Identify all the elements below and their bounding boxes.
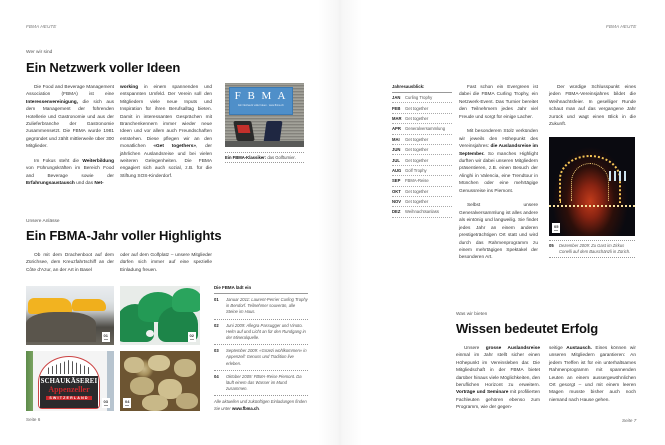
highlight-number: 01 — [214, 297, 219, 302]
highlight-text: Januar 2011: Laurent-Perrier Curling Trophy in Bendorf. Teilnehmer souverän, alle Steine im Haus. — [226, 297, 308, 315]
timeline-month: FEB — [392, 105, 401, 111]
sign-text-appenzeller: Appenzeller — [48, 385, 90, 394]
running-head-left: FBMA HEUTE — [26, 24, 57, 29]
timeline-event: Get together — [405, 199, 429, 205]
timeline-event: FBMA-Reise — [405, 178, 429, 184]
highlight-text: Juni 2009: Allegra Passugger und Vinoto. Helm auf und Licht an für den Rundgang in der Mineralquelle. — [226, 322, 306, 341]
section-kicker: Wer wir sind — [26, 50, 53, 55]
intro-column-1: Ob mit dem Drachenboot auf dem Zürichsee, dem Kreuzfahrtschiff an der Côte d'Azur, an der Art in Basel — [26, 253, 114, 273]
photo-05-caption — [549, 243, 637, 255]
footer-text: Alle aktuellen und zukünftigen Einladungen finden Sie unter — [214, 399, 307, 411]
golf-photo — [225, 83, 304, 147]
highlight-text: September 2009: «Grüezi wohlkommen» in Appenzell: Genuss und Tradition live erleben. — [226, 348, 307, 366]
highlight-number: 02 — [214, 322, 219, 328]
timeline-month: MAR — [392, 115, 402, 121]
caption-rule — [225, 162, 304, 163]
timeline-row — [392, 197, 452, 207]
cheese-bundle — [130, 377, 154, 395]
highlights-footer — [214, 396, 308, 411]
banner-subtext: Ein Netzwerk voller Ideen · www.fbma.ch — [238, 104, 284, 107]
timeline-row — [392, 124, 452, 134]
timeline-month: AUG — [392, 167, 402, 173]
highlight-item — [214, 320, 308, 346]
caption-text: Dezember 2009: Zu Gast im Zirkus Conelli auf dem Bauschänzli in Zürich. — [559, 243, 631, 254]
highlight-item — [214, 371, 308, 397]
section-title: Wissen bedeutet Erfolg — [456, 321, 599, 336]
golf-bag-blue — [263, 121, 282, 143]
photo-02-green-helmets — [120, 286, 200, 345]
photo-04-cheese-bundles — [120, 351, 200, 411]
highlight-number: 04 — [214, 373, 219, 379]
body-column-right-2: Der würdige Schlusspunkt eines jeden FBMA-Vereinsjahres bildet die Weihnachtsfeier. In geselliger Runde schaut man auf das vergangene Jahr zurück und wagt einen Blick in die Zukunft. — [549, 85, 636, 128]
section-title: Ein Netzwerk voller Ideen — [26, 60, 181, 75]
highlight-item — [214, 294, 308, 320]
light-string — [549, 205, 635, 213]
timeline-event: Weihnachtsanlass — [405, 209, 439, 215]
timeline-event: Get together — [405, 188, 429, 194]
timeline-event: Golf Trophy — [405, 167, 427, 173]
timeline-month: MAI — [392, 136, 400, 142]
light-arch-inner — [571, 163, 609, 201]
highlight-text: Oktober 2009: FBMA-Reise Piemont. Da läuft einem das Wasser im Mund zusammen. — [226, 373, 302, 392]
timeline-event: Get together — [405, 105, 429, 111]
photo-number: 02 — [188, 332, 196, 342]
timeline-row — [392, 93, 452, 103]
body-column-right-1: Fast schon ein Evergreen ist dabei die FBMA Curling Trophy, ein Netzwerk-Event. Das Turnier bereitet den Teilnehmern jedes Jahr viel Freude und sorgt für einige Lacher. Mit besonderem Stolz verkünden wir jeweils den Höhepunkt des Vereinsjahres: die Auslandsreise im September. So manches Highlight durften wir dabei unseren Mitgliedern präsentieren, z.B. einen Besuch der Alinghi in Valencia, eine Trendtour in München oder eine mehrtägige Genussreise ins Piemont. Selbst unsere Generalversammlung ist alles andere als eintönig und langweilig. Sie findet jedes Jahr an einem anderen prestigeträchtigen Ort statt und wird durch das Rahmenprogramm zu einem mehrtägigen Spektakel der besonderen Art. — [459, 85, 538, 261]
photo-05-circus-lights — [549, 137, 635, 236]
timeline-event: Get together — [405, 157, 429, 163]
sign-text-schaukaeserei: SCHAUKÄSEREI — [40, 378, 98, 385]
timeline-event: Get together — [405, 115, 429, 121]
photo-number: 04 — [123, 398, 131, 408]
body-column-wissen-2: seitige Austausch. Eines können wir unseren Mitgliedern garantieren: An jedem Treffen ist für ein unterhaltsames Rahmenprogramm mit spannenden Leuten an einem aussergewöhnlichen Ort gesorgt – und mit einem leeren Magen musste bisher auch noch niemand nach Hause gehen. — [549, 346, 636, 403]
section-title: Ein FBMA-Jahr voller Highlights — [26, 228, 222, 243]
cheese-bundle — [142, 395, 168, 411]
helmet — [172, 288, 200, 312]
highlight-number: 03 — [214, 348, 219, 354]
timeline-month: JAN — [392, 95, 401, 101]
website-link[interactable]: www.fbma.ch — [231, 405, 259, 411]
sign-panel — [40, 376, 98, 408]
timeline-row — [392, 114, 452, 124]
windows — [609, 171, 629, 181]
timeline-event: Get together — [405, 136, 429, 142]
photo-number: 01 — [102, 332, 110, 342]
section-kicker: Unsere Anlässe — [26, 219, 60, 224]
highlight-item — [214, 345, 308, 371]
timeline-event: Curling Trophy — [405, 95, 433, 101]
curling-stone — [26, 312, 96, 342]
intro-column-2: oder auf dem Golfplatz – unsere Mitglieder dürfen sich immer auf eine spezielle Einladung freuen. — [120, 253, 212, 273]
page-number-right: Seite 7 — [622, 418, 637, 423]
body-column-1: Die Food and Beverage Management Association (FBMA) ist eine Interessenvereinigung, die sich aus dem Management der führenden Hotellerie und Gastronomie und aus der Zulieferbranche der Gastronomie zusammensetzt. Die FBMA wurde 1981 gegründet und zählt mittlerweile über 300 Mitglieder. Im Fokus steht die Weiterbildung von Führungskräften im Bereich Food and Beverage sowie der Erfahrungsaustausch und das Net- — [26, 85, 114, 187]
footer-end: . — [258, 405, 260, 411]
fbma-banner — [229, 87, 293, 115]
timeline-row — [392, 176, 452, 186]
golf-photo-caption: Ein FBMA-Klassiker: das Golfturnier. — [225, 155, 296, 160]
highlights-box — [214, 285, 308, 412]
running-head-right: FBMA HEUTE — [606, 24, 637, 29]
timeline-row — [392, 155, 452, 165]
body-column-wissen-1: Unsere grosse Auslandsreise einmal im Jahr stellt sicher einen Höhepunkt im Vereinsleben dar. Die Mitgliedschaft in der FBMA bietet darüber hinaus viele Möglichkeiten, den beruflichen Horizont zu erweitern. Vorträge und Seminare mit profilierten Fachleuten gehören ebenso zum Programm, wie der gegen- — [456, 346, 540, 411]
cheese-bundle — [176, 393, 198, 409]
cheese-bundle — [124, 357, 144, 373]
timeline-row — [392, 135, 452, 145]
golf-bag-red — [233, 121, 255, 141]
timeline-event: Generalversammlung — [405, 126, 446, 132]
curling-handle — [72, 299, 106, 311]
timeline-title: Jahresausblick: — [392, 84, 452, 93]
photo-number: 03 — [102, 398, 110, 408]
photo-ground — [225, 141, 304, 147]
cheese-bundle — [148, 355, 170, 371]
timeline-month: SEP — [392, 178, 401, 184]
caption-rule — [549, 240, 635, 241]
timeline-row — [392, 187, 452, 197]
cheese-bundle — [174, 359, 196, 377]
timeline-month: DEZ — [392, 209, 401, 215]
section-kicker: Was wir bieten — [456, 312, 488, 317]
timeline-month: APR — [392, 126, 401, 132]
caption-rule — [225, 152, 304, 153]
page-gutter — [318, 0, 362, 445]
sign-text-switzerland: SWITZERLAND — [46, 396, 92, 400]
timeline-event: Get together — [405, 147, 429, 153]
timeline-row — [392, 145, 452, 155]
timeline-month: JUN — [392, 147, 401, 153]
timeline-month: OKT — [392, 188, 401, 194]
page-number-left: Seite 6 — [26, 417, 41, 422]
caption-rule — [549, 257, 635, 258]
photo-number: 05 — [552, 223, 560, 233]
timeline-row — [392, 166, 452, 176]
highlights-box-title: Die FBMA lädt ein — [214, 285, 308, 294]
timeline-row — [392, 103, 452, 113]
timeline-row — [392, 207, 452, 217]
helmet-lamp — [146, 330, 154, 337]
timeline-month: NOV — [392, 199, 402, 205]
year-timeline — [392, 84, 452, 218]
banner-logo-text: F B M A — [234, 90, 288, 102]
photo-01-curling-stones — [26, 286, 114, 345]
timeline-month: JUL — [392, 157, 400, 163]
body-column-2: working in einem spannenden und entspannten Umfeld. Der Verein soll den Mitgliedern viele neue Inputs und Inspiration für ihren Berufsalltag bieten. Damit in interessanten Gesprächen mit Branchenkennern immer wieder neue Ideen und vor allem auch Freundschaften entstehen. Diese pflegen wir an den monatlichen «Get togethers», der jährlichen Auslandsreise und bei vielen weiteren Gelegenheiten. Die FBMA engagiert sich auch sozial, z.B. für die Stiftung SOS-Kinderdorf. — [120, 85, 212, 179]
photo-03-schaukaeserei-sign — [26, 351, 114, 411]
caption-number: 05 — [549, 243, 554, 248]
